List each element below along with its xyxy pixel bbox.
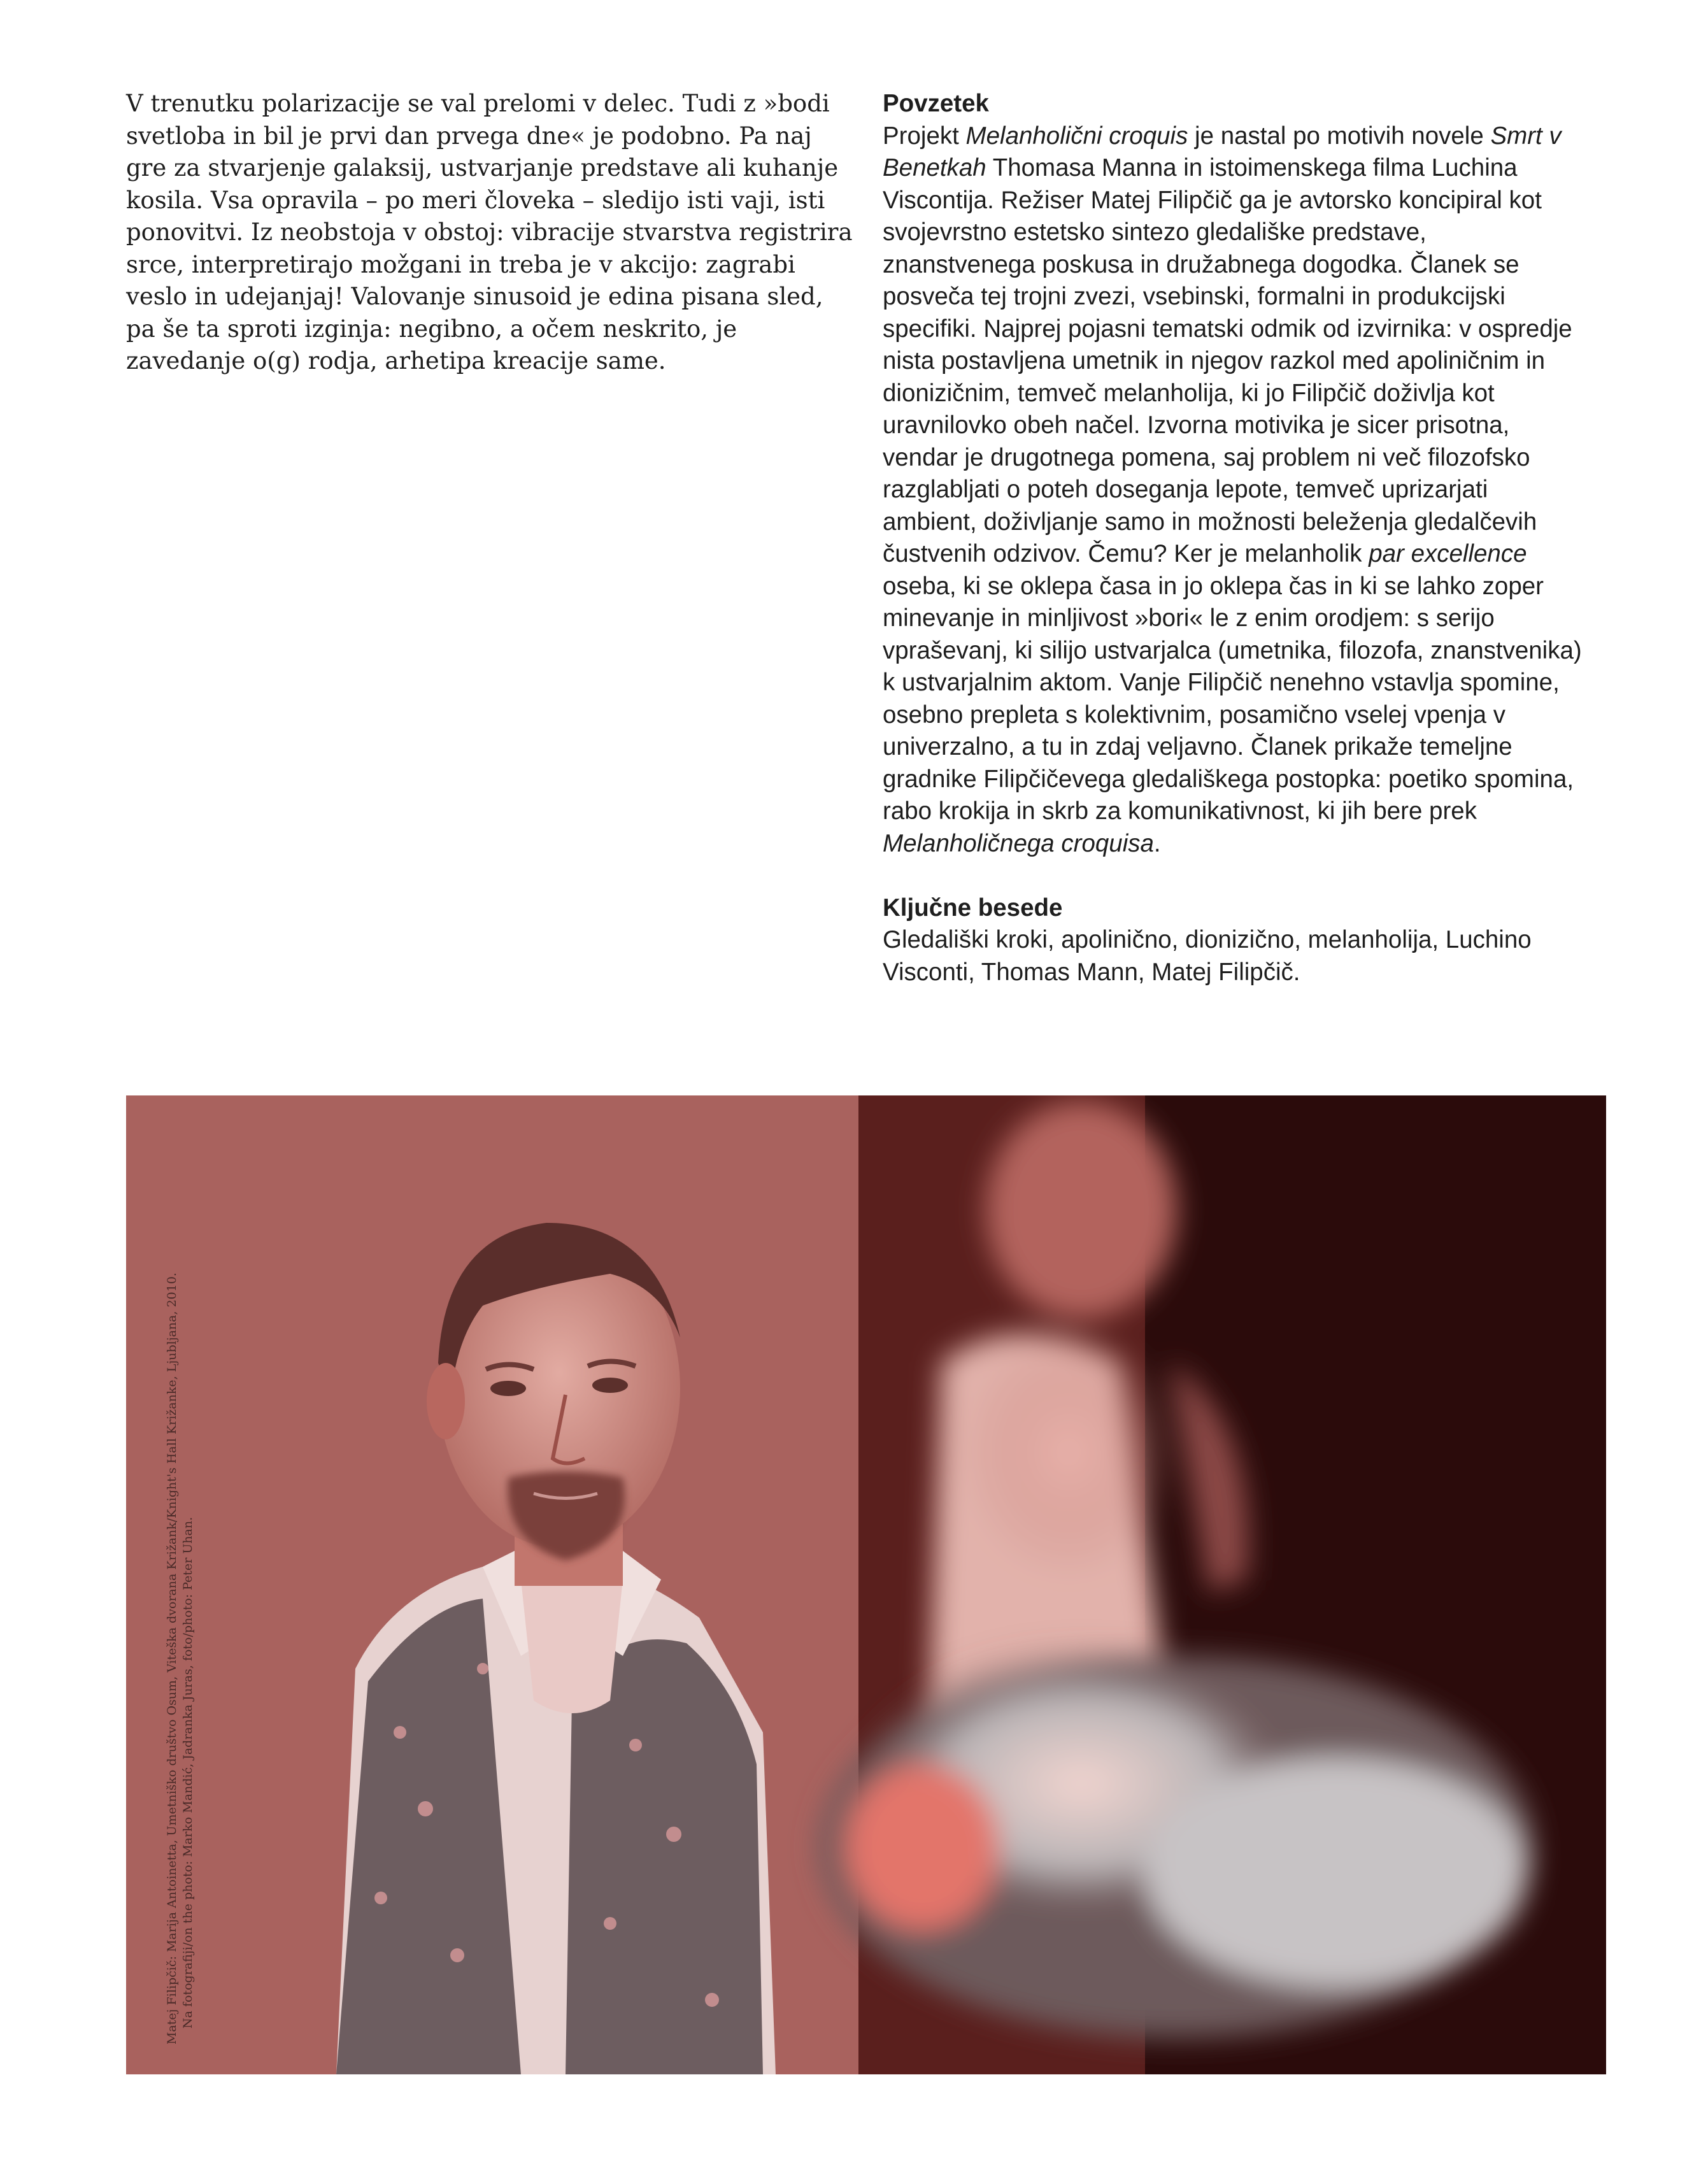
abstract-text-part: Projekt (883, 122, 966, 150)
abstract-italic-title: Smrt v Benetkah (883, 122, 1562, 182)
abstract-italic-title: Melanholični croquis (965, 122, 1188, 150)
abstract-italic-title: Melanholičnega croquisa (883, 829, 1154, 857)
keywords-heading: Ključne besede (883, 894, 1063, 922)
photo-caption-line-1: Matej Filipčič: Marija Antoinetta, Umetniško društvo Osum, Viteška dvorana Križank/Knight's Hall Križanke, Ljubljana, 2010. (165, 1273, 179, 2044)
abstract-italic-phrase: par excellence (1369, 540, 1527, 567)
abstract-text-part: . (1153, 829, 1161, 857)
abstract-heading: Povzetek (883, 90, 989, 117)
abstract-column (883, 88, 1583, 988)
abstract-text-part: je nastal po motivih novele (1188, 122, 1491, 150)
photo-caption-line-2: Na fotografiji/on the photo: Marko Mandić, Jadranka Juras, foto/photo: Peter Uhan. (181, 1516, 195, 2029)
stage-photo-illustration (126, 1095, 1606, 2074)
left-paragraph: V trenutku polarizacije se val prelomi v delec. Tudi z »bodi svetloba in bil je prvi dan prvega dne« je podobno. Pa naj gre za stvarjenje galaksij, ustvarjanje predstave ali kuhanje kosila. Vsa opravila – po meri človeka – sledijo isti vaji, isti ponovitvi. Iz neobstoja v obstoj: vibracije stvarstva registrira srce, interpretirajo možgani in treba je v akcijo: zagrabi veslo in udejanjaj! Valovanje sinusoid je edina pisana sled, pa še ta sproti izginja: negibno, a očem neskrito, je zavedanje o(g) rodja, arhetipa kreacije same. (126, 90, 853, 374)
left-column (126, 88, 858, 378)
abstract-text-part: Thomasa Manna in istoimenskega filma Luchina Viscontija. Režiser Matej Filipčič ga je avtorsko koncipiral kot svojevrstno estetsko sintezo gledališke predstave, znanstvenega poskusa in družabnega dogodka. Članek se posveča tej trojni zvezi, vsebinski, formalni in produkcijski specifiki. Najprej pojasni tematski odmik od izvirnika: v ospredje nista postavljena umetnik in njegov razkol med apoliničnim in dionizičnim, temveč melanholija, ki jo Filipčič doživlja kot uravnilovko obeh načel. Izvorna motivika je sicer prisotna, vendar je drugotnega pomena, saj problem ni več filozofsko razglabljati o poteh doseganja lepote, temveč uprizarjati ambient, doživljanje samo in možnosti beleženja gledalčevih čustvenih odzivov. Čemu? Ker je melanholik (883, 154, 1572, 567)
photo-caption (139, 1153, 195, 2044)
stage-photo (126, 1095, 1606, 2074)
abstract-text (883, 120, 1583, 860)
keywords-text: Gledališki kroki, apolinično, dionizično, melanholija, Luchino Visconti, Thomas Mann, Matej Filipčič. (883, 926, 1532, 986)
abstract-text-part: oseba, ki se oklepa časa in jo oklepa čas in ki se lahko zoper minevanje in minljivost »bori« le z enim orodjem: s serijo vpraševanj, ki silijo ustvarjalca (umetnika, filozofa, znanstvenika) k ustvarjalnim aktom. Vanje Filipčič nenehno vstavlja spomine, osebno prepleta s kolektivnim, posamično vselej vpenja v univerzalno, a tu in zdaj veljavno. Članek prikaže temeljne gradnike Filipčičevega gledališkega postopka: poetiko spomina, rabo krokija in skrb za komunikativnost, ki jih bere prek (883, 572, 1582, 825)
